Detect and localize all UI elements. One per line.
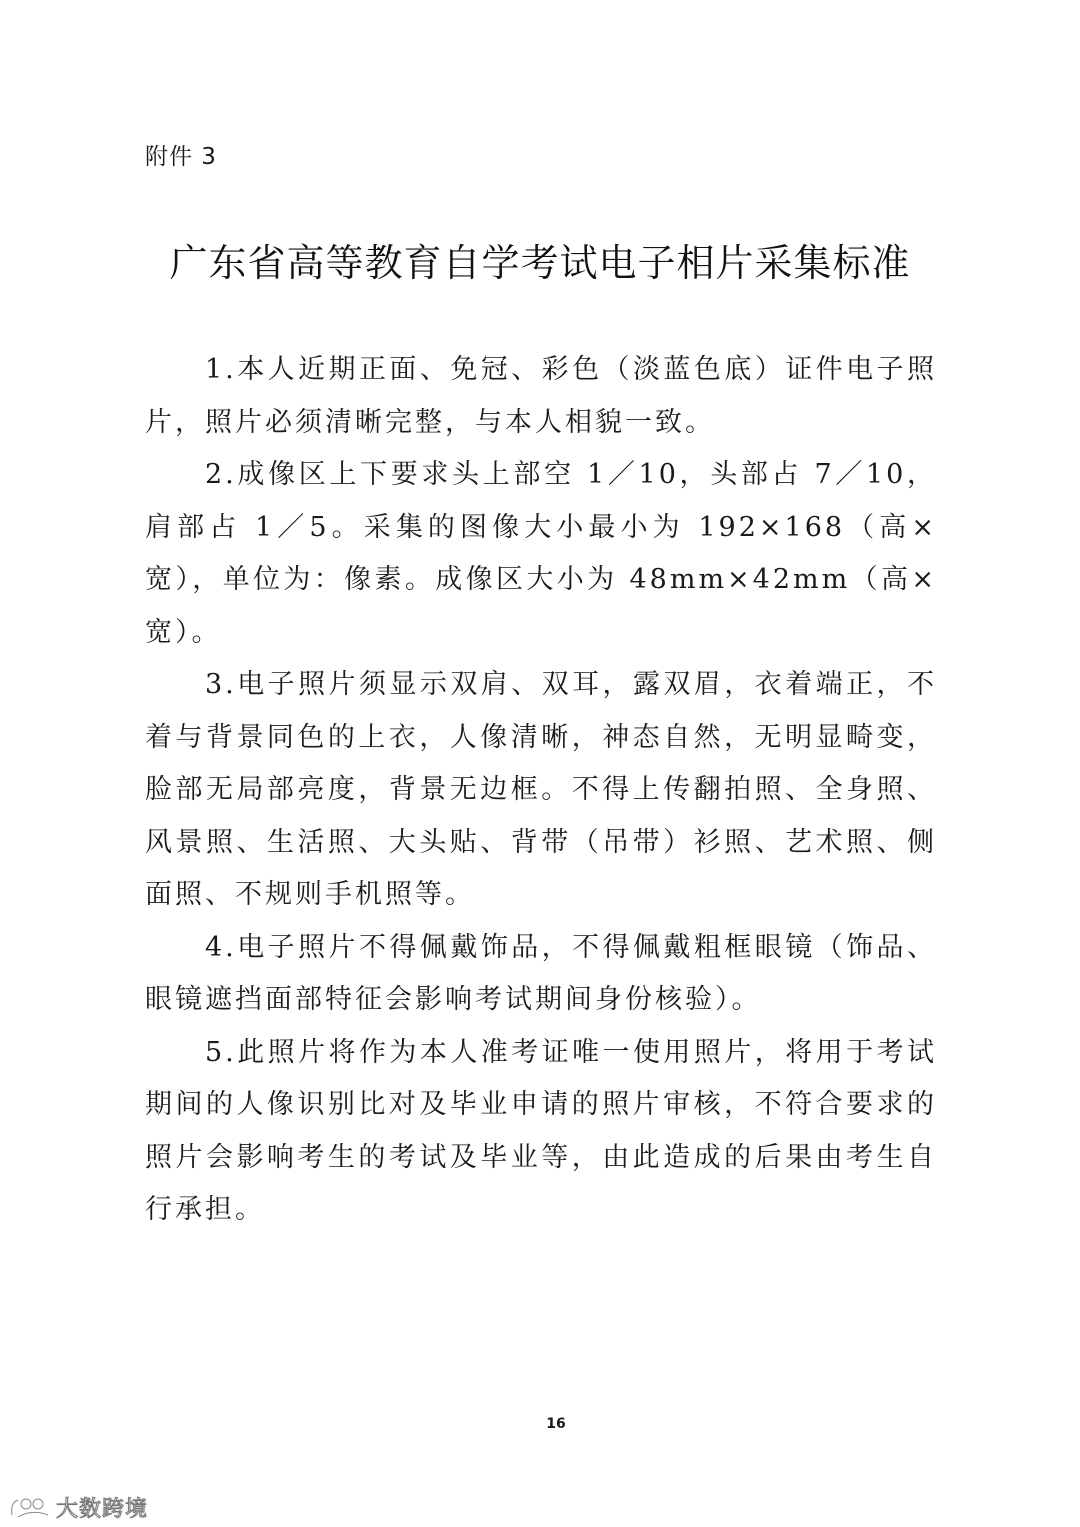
paragraph-2: 2.成像区上下要求头上部空 1／10，头部占 7／10，肩部占 1／5。采集的图像大小最小为 192×168（高×宽），单位为：像素。成像区大小为 48mm×42mm（高×宽）。 bbox=[145, 459, 937, 648]
paragraph-1: 1.本人近期正面、免冠、彩色（淡蓝色底）证件电子照片，照片必须清晰完整，与本人相貌一致。 bbox=[145, 354, 937, 438]
paragraph-3: 3.电子照片须显示双肩、双耳，露双眉，衣着端正，不着与背景同色的上衣，人像清晰，神态自然，无明显畸变，脸部无局部亮度，背景无边框。不得上传翻拍照、全身照、风景照、生活照、大头贴、背带（吊带）衫照、艺术照、侧面照、不规则手机照等。 bbox=[145, 669, 937, 910]
document-title: 广东省高等教育自学考试电子相片采集标准 bbox=[169, 241, 911, 285]
document-body bbox=[145, 344, 937, 1237]
watermark-text: 大数跨境 bbox=[56, 1497, 149, 1522]
paragraph-4: 4.电子照片不得佩戴饰品，不得佩戴粗框眼镜（饰品、眼镜遮挡面部特征会影响考试期间身份核验）。 bbox=[145, 931, 937, 1015]
watermark-logo-icon bbox=[8, 1495, 52, 1521]
page-number: 16 bbox=[546, 1416, 566, 1432]
paragraph-5: 5.此照片将作为本人准考证唯一使用照片，将用于考试期间的人像识别比对及毕业申请的照片审核，不符合要求的照片会影响考生的考试及毕业等，由此造成的后果由考生自行承担。 bbox=[145, 1036, 937, 1225]
attachment-label: 附件 3 bbox=[145, 144, 217, 170]
watermark bbox=[8, 1492, 148, 1523]
